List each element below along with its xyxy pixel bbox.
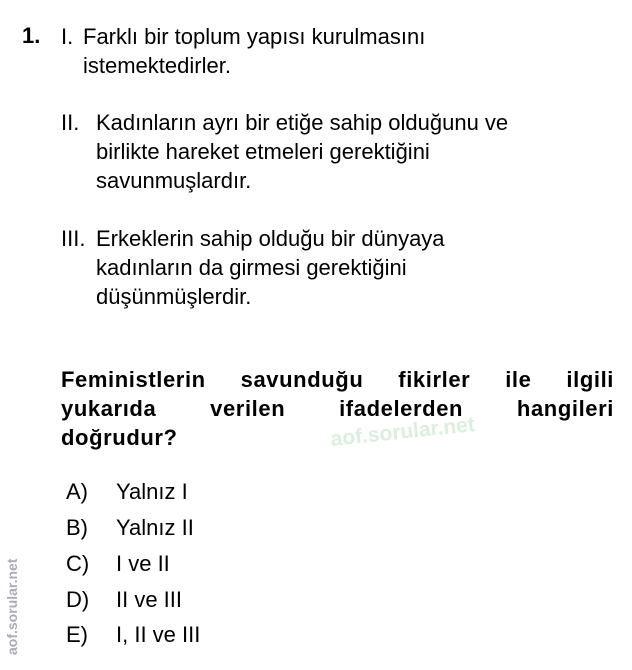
statement-2-roman: II. <box>61 110 80 135</box>
statement-3-line-1: Erkeklerin sahip olduğu bir dünyaya <box>96 226 445 251</box>
question-number: 1. <box>22 23 41 48</box>
prompt-line-3: doğrudur? <box>61 425 178 450</box>
statement-1-line-2: istemektedirler. <box>83 53 231 78</box>
statement-3-line-2: kadınların da girmesi gerektiğini <box>96 255 407 280</box>
option-b-text: Yalnız II <box>116 515 194 540</box>
option-e[interactable] <box>66 622 266 648</box>
watermark-center: aof.sorular.net <box>329 413 476 452</box>
option-c[interactable] <box>66 551 266 577</box>
option-c-letter: C) <box>66 551 90 576</box>
option-a-text: Yalnız I <box>116 479 188 504</box>
statement-3-line-3: düşünmüşlerdir. <box>96 284 252 309</box>
option-e-text: I, II ve III <box>116 622 201 647</box>
option-e-letter: E) <box>66 622 88 647</box>
option-d[interactable] <box>66 587 266 613</box>
statement-3-roman: III. <box>61 226 86 251</box>
option-b-letter: B) <box>66 515 88 540</box>
statement-1-line-1: Farklı bir toplum yapısı kurulmasını <box>83 24 426 49</box>
statement-2-line-2: birlikte hareket etmeleri gerektiğini <box>96 139 430 164</box>
option-c-text: I ve II <box>116 551 170 576</box>
watermark-side: aof.sorular.net <box>4 558 20 655</box>
option-d-text: II ve III <box>116 587 183 612</box>
option-a-letter: A) <box>66 479 88 504</box>
prompt-line-2: yukarıda verilen ifadelerden hangileri <box>61 396 614 421</box>
statement-2-line-1: Kadınların ayrı bir etiğe sahip olduğunu ve <box>96 110 509 135</box>
option-d-letter: D) <box>66 587 90 612</box>
prompt-line-1: Feministlerin savunduğu fikirler ile ilgili <box>61 367 614 392</box>
option-a[interactable] <box>66 479 266 505</box>
option-b[interactable] <box>66 515 266 541</box>
statement-1-roman: I. <box>61 24 74 49</box>
statement-2-line-3: savunmuşlardır. <box>96 168 252 193</box>
